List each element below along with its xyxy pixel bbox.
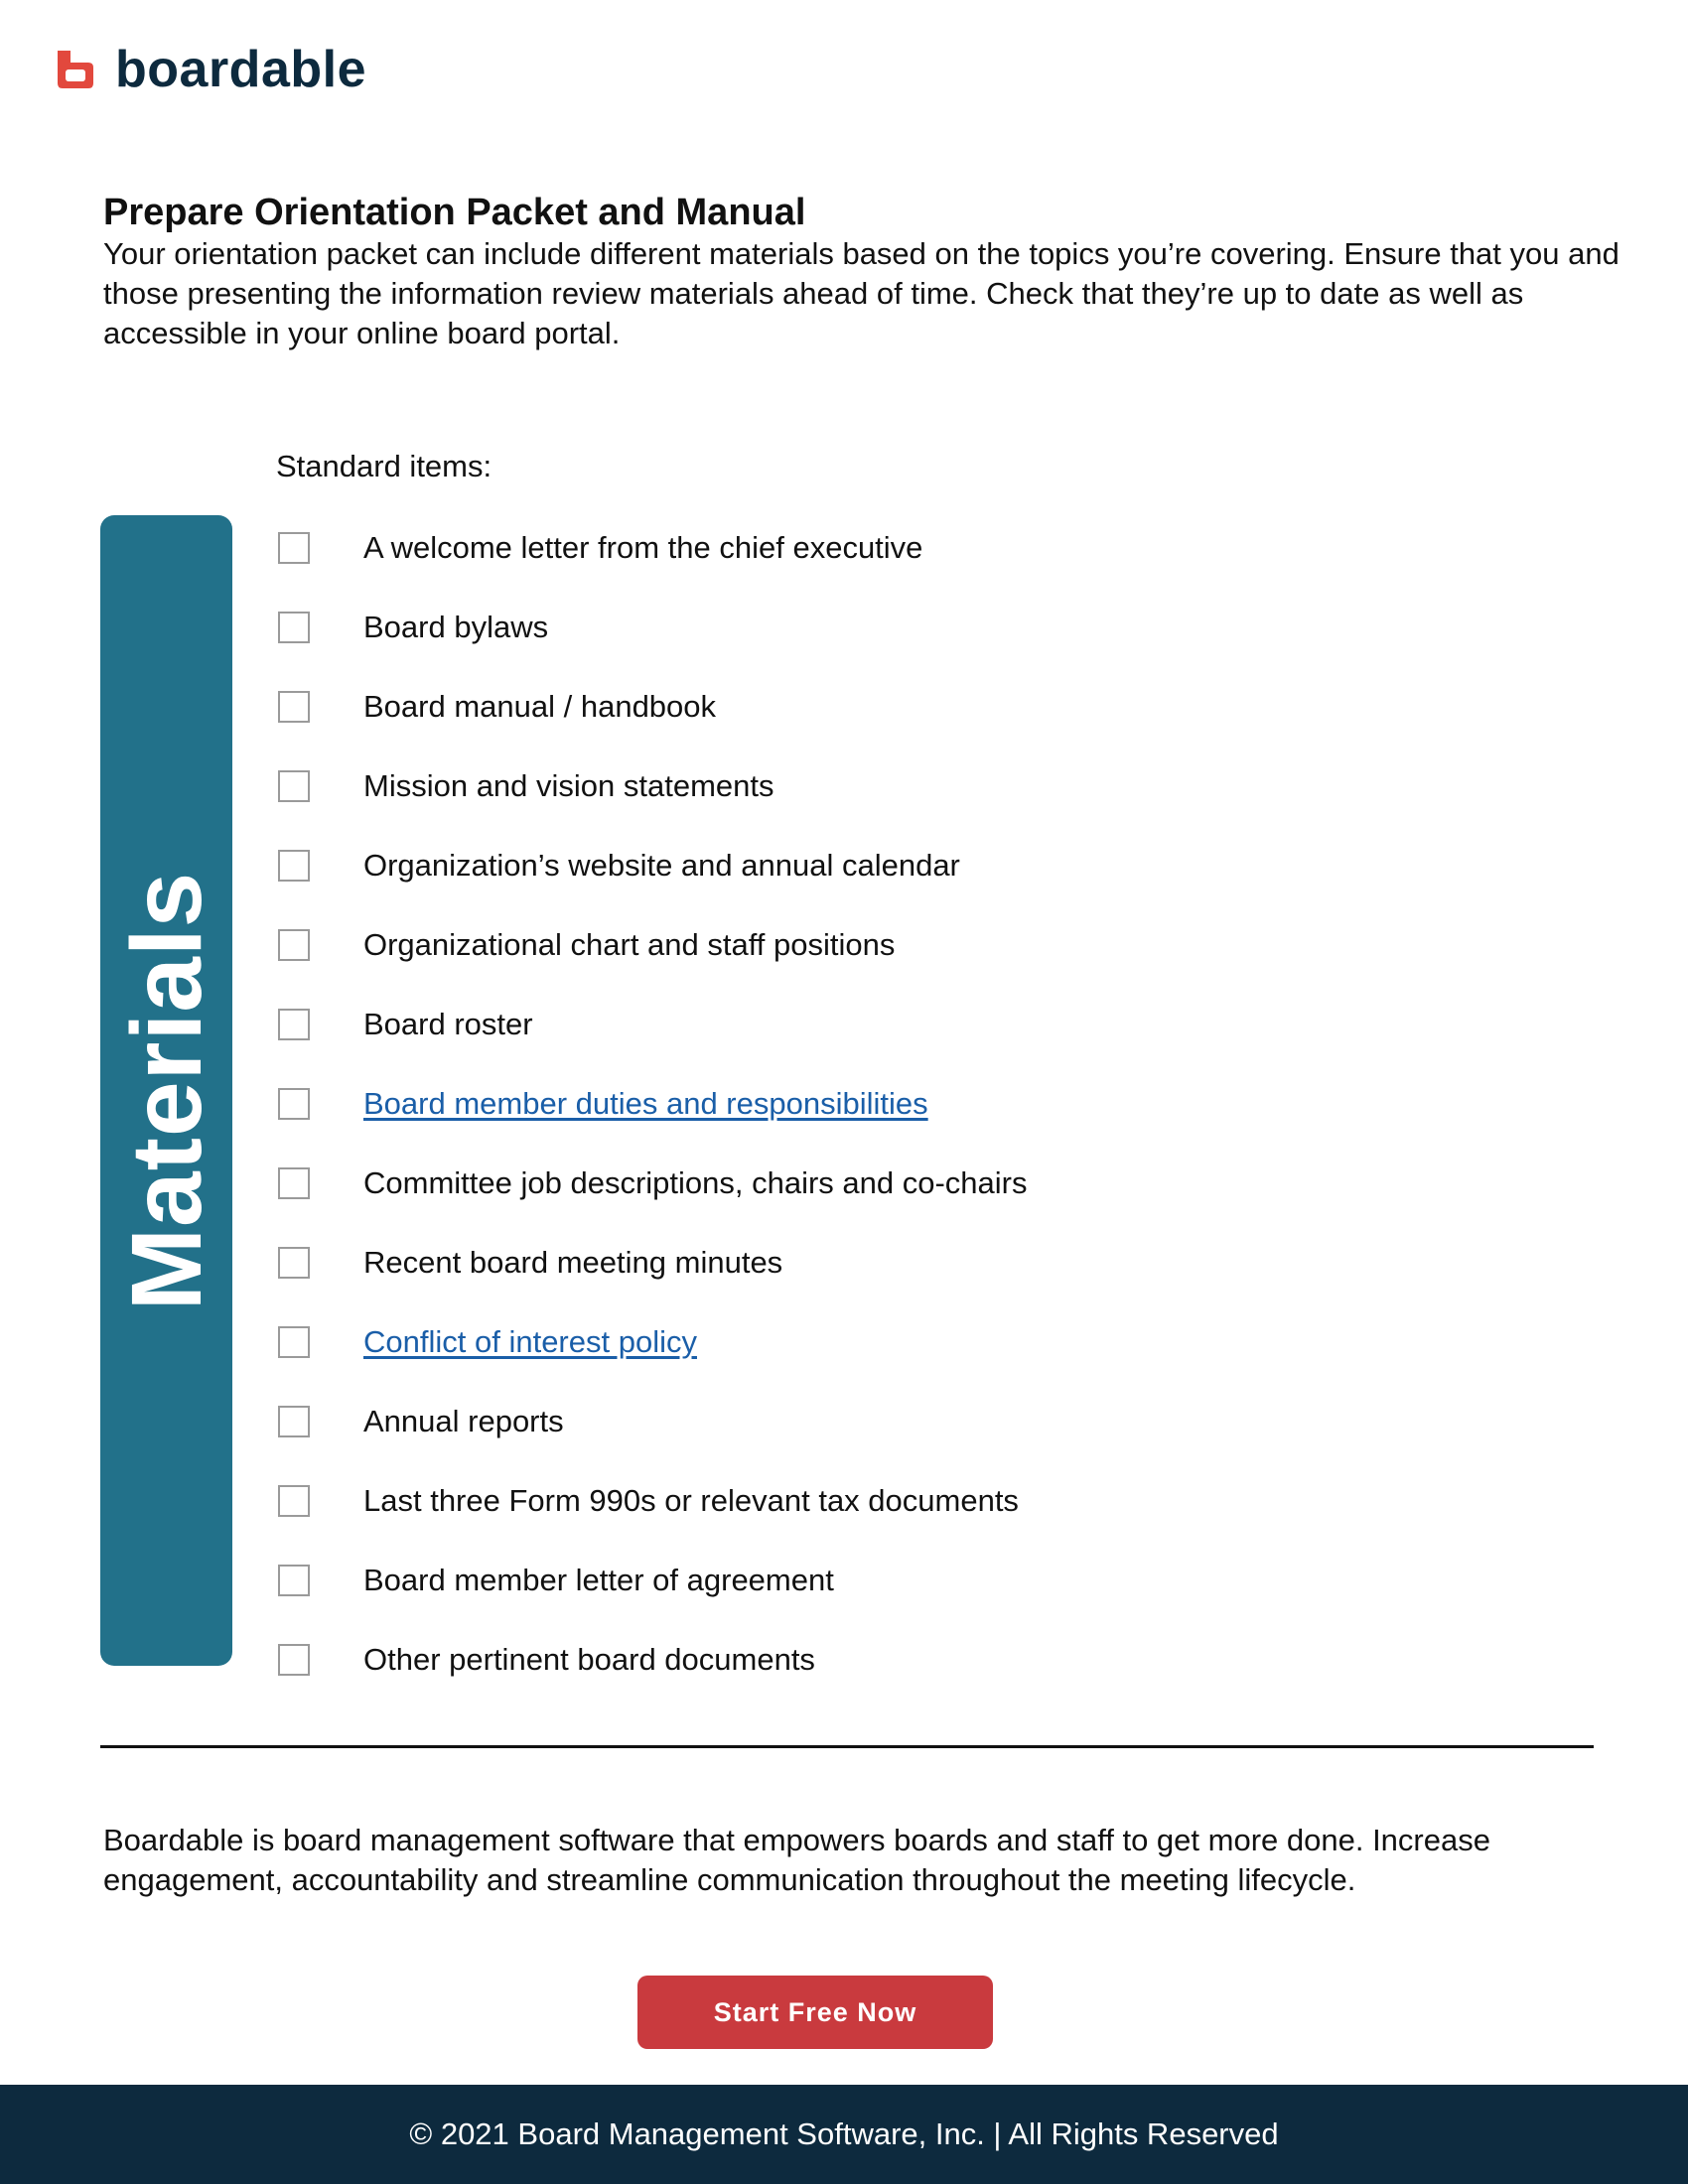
checkbox[interactable] [278, 532, 310, 564]
checkbox[interactable] [278, 1088, 310, 1120]
start-free-now-button[interactable]: Start Free Now [637, 1976, 993, 2049]
checklist-item [278, 1144, 1028, 1223]
checklist-item [278, 747, 1028, 826]
checklist-item [278, 667, 1028, 747]
checklist-item [278, 826, 1028, 905]
checklist-item-label: Board bylaws [363, 610, 549, 644]
checkbox[interactable] [278, 850, 310, 882]
checklist-item-label: Board member letter of agreement [363, 1563, 834, 1597]
checkbox[interactable] [278, 1167, 310, 1199]
checkbox[interactable] [278, 1009, 310, 1040]
footer [0, 2085, 1688, 2184]
checkbox[interactable] [278, 1247, 310, 1279]
checkbox[interactable] [278, 1565, 310, 1596]
checklist-item-label: Organizational chart and staff positions [363, 927, 896, 962]
checklist-item [278, 1302, 1028, 1382]
checklist-item [278, 1064, 1028, 1144]
checklist-item [278, 1223, 1028, 1302]
checkbox[interactable] [278, 1485, 310, 1517]
checklist-item-label: Board manual / handbook [363, 689, 717, 724]
checklist-item-link[interactable]: Conflict of interest policy [363, 1324, 697, 1359]
checkbox[interactable] [278, 929, 310, 961]
checklist-item [278, 508, 1028, 588]
divider [100, 1745, 1594, 1748]
checklist-item [278, 1541, 1028, 1620]
checkbox[interactable] [278, 1326, 310, 1358]
checkbox[interactable] [278, 612, 310, 643]
checkbox[interactable] [278, 1406, 310, 1437]
materials-checklist [278, 508, 1028, 1700]
materials-label: Materials [110, 871, 222, 1310]
checklist-item [278, 1461, 1028, 1541]
checklist-item-label: Last three Form 990s or relevant tax documents [363, 1483, 1019, 1518]
brand-name: boardable [115, 41, 366, 98]
checklist-heading: Standard items: [276, 449, 492, 483]
checklist-item-label: Board roster [363, 1007, 533, 1041]
checklist-item-label: Other pertinent board documents [363, 1642, 815, 1677]
checklist-item-label: A welcome letter from the chief executive [363, 530, 923, 565]
product-description: Boardable is board management software that empowers boards and staff to get more done. Increase engagement, accountability and streamline communication throughout the meeting lifecycle. [103, 1823, 1490, 1897]
checklist-item [278, 1382, 1028, 1461]
checklist-item-label: Committee job descriptions, chairs and co-chairs [363, 1165, 1028, 1200]
brand-logo[interactable] [54, 41, 366, 98]
checklist-item-label: Annual reports [363, 1404, 564, 1438]
page-title: Prepare Orientation Packet and Manual [103, 192, 806, 233]
checklist-item [278, 588, 1028, 667]
intro-paragraph: Your orientation packet can include different materials based on the topics you’re covering. Ensure that you and those presenting the information review materials ahead of time. Check that they’re up to date as well as accessible in your online board portal. [103, 236, 1619, 350]
checkbox[interactable] [278, 691, 310, 723]
checklist-item [278, 1620, 1028, 1700]
checkbox[interactable] [278, 1644, 310, 1676]
checklist-item-label: Organization’s website and annual calendar [363, 848, 960, 883]
boardable-logo-icon [54, 48, 97, 91]
checkbox[interactable] [278, 770, 310, 802]
checklist-item [278, 905, 1028, 985]
checklist-item-label: Mission and vision statements [363, 768, 774, 803]
materials-sidebar [100, 515, 232, 1666]
checklist-item-label: Recent board meeting minutes [363, 1245, 783, 1280]
checklist-item-link[interactable]: Board member duties and responsibilities [363, 1086, 928, 1121]
checklist-item [278, 985, 1028, 1064]
copyright-text: © 2021 Board Management Software, Inc. | All Rights Reserved [409, 2116, 1279, 2151]
